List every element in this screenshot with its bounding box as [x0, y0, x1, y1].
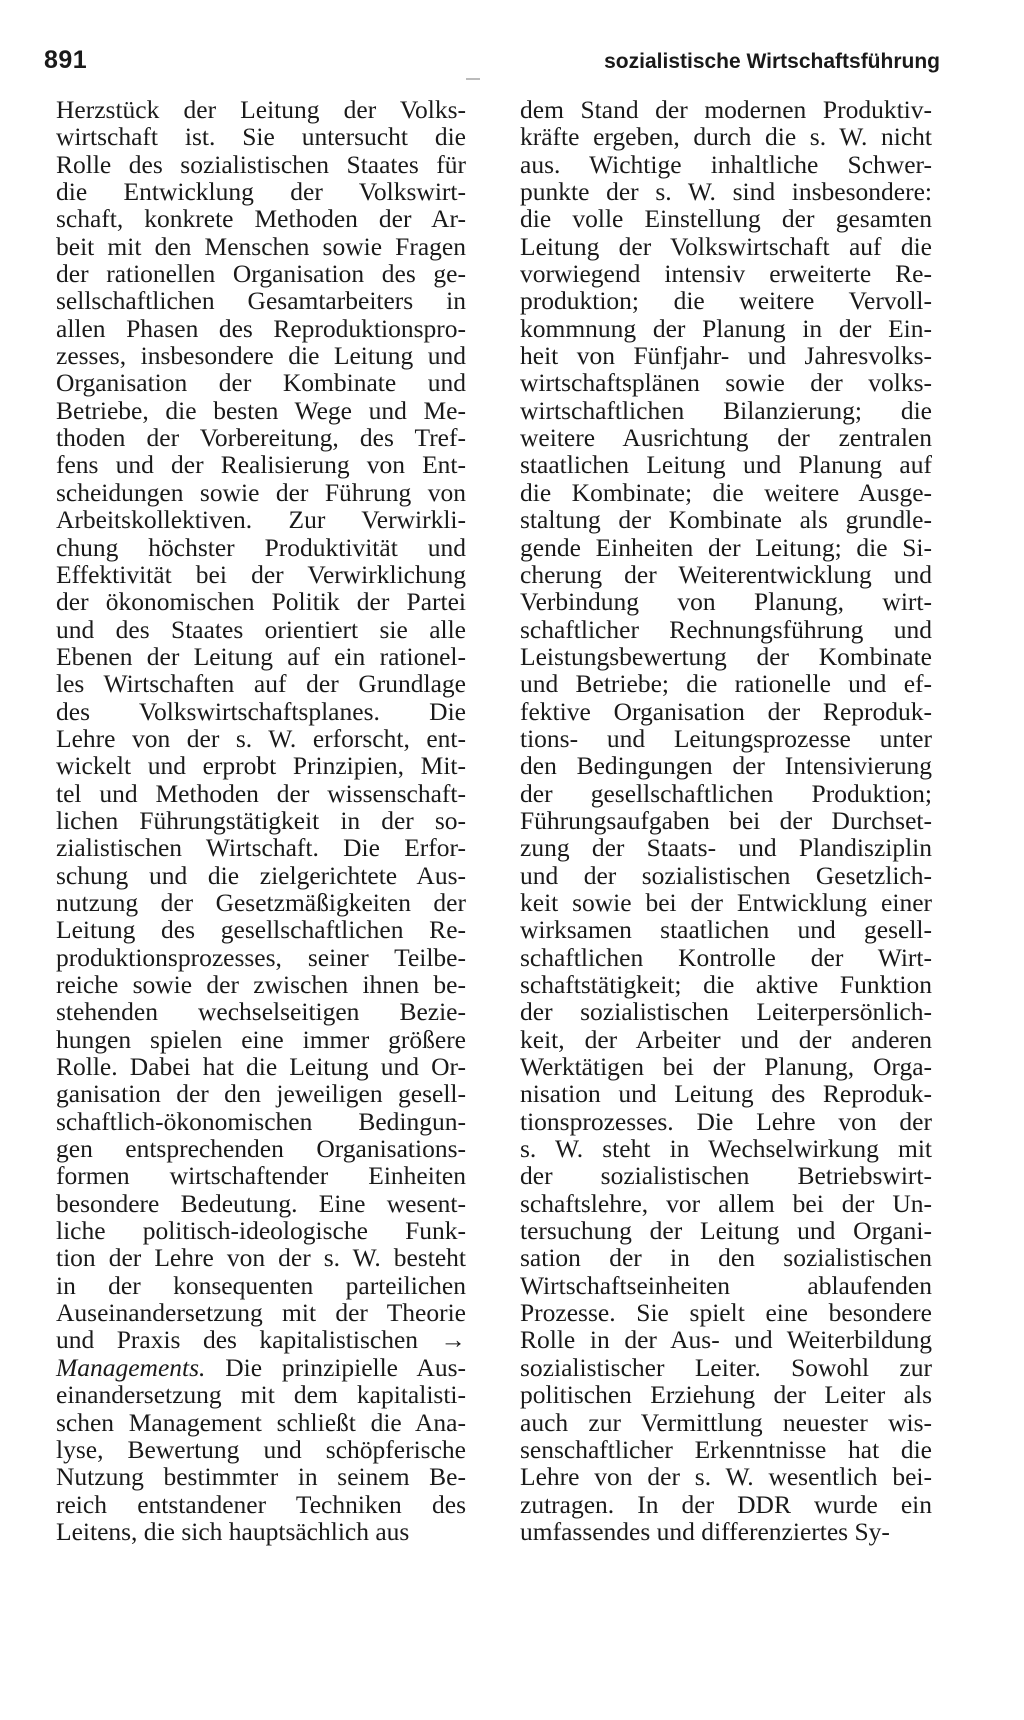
text-line: gende Einheiten der Leitung; die Si-	[520, 532, 932, 562]
text-line: schaft, konkrete Methoden der Ar-	[56, 204, 466, 234]
text-line: kommnung der Planung in der Ein-	[520, 313, 932, 343]
text-line: des Volkswirtschaftsplanes. Die	[56, 696, 466, 726]
text-line: Verbindung von Planung, wirt-	[520, 587, 932, 617]
text-line: der sozialistischen Leiterpersönlich-	[520, 997, 932, 1027]
text-line: produktionsprozesses, seiner Teilbe-	[56, 942, 466, 972]
text-line: Leistungsbewertung der Kombinate	[520, 641, 932, 671]
text-line: Leitens, die sich hauptsächlich aus	[56, 1516, 410, 1546]
text-line: schaftlichen Kontrolle der Wirt-	[520, 942, 932, 972]
text-line: tion der Lehre von der s. W. besteht	[56, 1243, 466, 1273]
text-fragment: Die prinzipielle Aus-	[205, 1352, 466, 1382]
text-line: der gesellschaftlichen Produktion;	[520, 778, 932, 808]
text-line: scheidungen sowie der Führung von	[56, 477, 466, 507]
text-line: die volle Einstellung der gesamten	[520, 204, 932, 234]
text-line: und Betriebe; die rationelle und ef-	[520, 669, 932, 699]
text-line: Werktätigen bei der Planung, Orga-	[520, 1052, 932, 1082]
text-line: wirksamen staatlichen und gesell-	[520, 915, 932, 945]
text-line: in der konsequenten parteilichen	[56, 1270, 466, 1300]
text-line: Leitung des gesellschaftlichen Re-	[56, 915, 466, 945]
text-line: lichen Führungstätigkeit in der so-	[56, 805, 466, 835]
text-line: wirtschaftlichen Bilanzierung; die	[520, 395, 932, 425]
text-line: Prozesse. Sie spielt eine besondere	[520, 1298, 932, 1328]
text-line: besondere Bedeutung. Eine wesent-	[56, 1188, 466, 1218]
text-line: politischen Erziehung der Leiter als	[520, 1380, 932, 1410]
text-line: wirtschaftsplänen sowie der volks-	[520, 368, 932, 398]
text-line: hungen spielen eine immer größere	[56, 1024, 466, 1054]
text-line: Führungsaufgaben bei der Durchset-	[520, 805, 932, 835]
text-line: fens und der Realisierung von Ent-	[56, 450, 466, 480]
text-line: Rolle. Dabei hat die Leitung und Or-	[56, 1052, 466, 1082]
text-line: staatlichen Leitung und Planung auf	[520, 450, 932, 480]
text-line: die Entwicklung der Volkswirt-	[56, 177, 466, 207]
text-line: thoden der Vorbereitung, des Tref-	[56, 423, 466, 453]
text-line: schaftlicher Rechnungsführung und	[520, 614, 932, 644]
text-line: der rationellen Organisation des ge-	[56, 259, 466, 289]
text-line: schaftslehre, vor allem bei der Un-	[520, 1188, 932, 1218]
text-line: und des Staates orientiert sie alle	[56, 614, 466, 644]
text-line: sozialistischer Leiter. Sowohl zur	[520, 1352, 932, 1382]
text-line: punkte der s. W. sind insbesondere:	[520, 177, 932, 207]
text-line: dem Stand der modernen Produktiv-	[520, 95, 932, 124]
text-line: zutragen. In der DDR wurde ein	[520, 1489, 932, 1519]
text-line: reiche sowie der zwischen ihnen be-	[56, 970, 466, 999]
text-line: keit sowie bei der Entwicklung einer	[520, 887, 932, 917]
text-line: schaftstätigkeit; die aktive Funktion	[520, 970, 932, 999]
text-line: der ökonomischen Politik der Partei	[56, 587, 466, 617]
text-line: stehenden wechselseitigen Bezie-	[56, 997, 466, 1027]
running-head: sozialistische Wirtschaftsführung	[604, 50, 940, 73]
text-line: wirtschaft ist. Sie untersucht die	[56, 122, 466, 152]
text-line: Organisation der Kombinate und	[56, 368, 466, 398]
text-line: schen Management schließt die Ana-	[56, 1407, 466, 1437]
text-line: Lehre von der s. W. erforscht, ent-	[56, 723, 466, 753]
text-line: auch zur Vermittlung neuester wis-	[520, 1407, 932, 1437]
text-line: produktion; die weitere Vervoll-	[520, 286, 932, 316]
text-line: fektive Organisation der Reproduk-	[520, 696, 932, 726]
text-line: und Praxis des kapitalistischen →	[56, 1325, 466, 1355]
text-line: lyse, Bewertung und schöpferische	[56, 1434, 466, 1464]
text-line: ganisation der den jeweiligen gesell-	[56, 1079, 466, 1109]
text-line: nisation und Leitung des Reproduk-	[520, 1079, 932, 1109]
text-line: den Bedingungen der Intensivierung	[520, 751, 932, 781]
page-number: 891	[44, 46, 88, 74]
text-line: s. W. steht in Wechselwirkung mit	[520, 1134, 932, 1164]
text-line: der sozialistischen Betriebswirt-	[520, 1161, 932, 1191]
text-line: Rolle in der Aus- und Weiterbildung	[520, 1325, 932, 1355]
text-line: zesses, insbesondere die Leitung und	[56, 341, 466, 371]
scan-speck	[466, 78, 480, 80]
text-line: Leitung der Volkswirtschaft auf die	[520, 231, 932, 261]
text-line: nutzung der Gesetzmäßigkeiten der	[56, 887, 466, 917]
text-line: und der sozialistischen Gesetzlich-	[520, 860, 932, 890]
text-line: umfassendes und differenziertes Sy-	[520, 1516, 890, 1546]
right-column	[520, 96, 932, 1545]
text-line: beit mit den Menschen sowie Fragen	[56, 231, 466, 261]
text-line: Nutzung bestimmter in seinem Be-	[56, 1462, 466, 1492]
text-line: keit, der Arbeiter und der anderen	[520, 1024, 932, 1054]
text-line: aus. Wichtige inhaltliche Schwer-	[520, 149, 932, 179]
text-line: schaftlich-ökonomischen Bedingun-	[56, 1106, 466, 1136]
text-line: Lehre von der s. W. wesentlich bei-	[520, 1462, 932, 1492]
text-line: die Kombinate; die weitere Ausge-	[520, 477, 932, 507]
text-line: weitere Ausrichtung der zentralen	[520, 423, 932, 453]
italic-term: Managements.	[56, 1352, 206, 1382]
text-line: sellschaftlichen Gesamtarbeiters in	[56, 286, 466, 316]
text-line: einandersetzung mit dem kapitalisti-	[56, 1380, 466, 1410]
text-line: liche politisch-ideologische Funk-	[56, 1216, 466, 1246]
text-line: vorwiegend intensiv erweiterte Re-	[520, 259, 932, 289]
text-line: Ebenen der Leitung auf ein rationel-	[56, 641, 466, 671]
text-line: tionsprozesses. Die Lehre von der	[520, 1106, 932, 1136]
text-line: Arbeitskollektiven. Zur Verwirkli-	[56, 505, 466, 535]
text-line: kräfte ergeben, durch die s. W. nicht	[520, 122, 932, 152]
text-line: Effektivität bei der Verwirklichung	[56, 559, 466, 589]
text-line: tersuchung der Leitung und Organi-	[520, 1216, 932, 1246]
text-line: wickelt und erprobt Prinzipien, Mit-	[56, 751, 466, 781]
text-line: tel und Methoden der wissenschaft-	[56, 778, 466, 808]
text-line: allen Phasen des Reproduktionspro-	[56, 313, 466, 343]
text-line	[56, 1354, 466, 1381]
text-line: sation der in den sozialistischen	[520, 1243, 932, 1273]
left-column	[56, 96, 466, 1545]
text-line: formen wirtschaftender Einheiten	[56, 1161, 466, 1191]
text-line: Herzstück der Leitung der Volks-	[56, 95, 466, 124]
text-line: zung der Staats- und Plandisziplin	[520, 833, 932, 863]
text-line: reich entstandener Techniken des	[56, 1489, 466, 1519]
text-line: schung und die zielgerichtete Aus-	[56, 860, 466, 890]
text-line: les Wirtschaften auf der Grundlage	[56, 669, 466, 699]
text-line: Wirtschaftseinheiten ablaufenden	[520, 1270, 932, 1300]
text-line: zialistischen Wirtschaft. Die Erfor-	[56, 833, 466, 863]
text-line: tions- und Leitungsprozesse unter	[520, 723, 932, 753]
text-line: Auseinandersetzung mit der Theorie	[56, 1298, 466, 1328]
text-line: gen entsprechenden Organisations-	[56, 1134, 466, 1164]
text-line: chung höchster Produktivität und	[56, 532, 466, 562]
text-line: heit von Fünfjahr- und Jahresvolks-	[520, 341, 932, 371]
text-line: Rolle des sozialistischen Staates für	[56, 149, 466, 179]
text-line: cherung der Weiterentwicklung und	[520, 559, 932, 589]
text-line: senschaftlicher Erkenntnisse hat die	[520, 1434, 932, 1464]
text-line: Betriebe, die besten Wege und Me-	[56, 395, 466, 425]
text-line: staltung der Kombinate als grundle-	[520, 505, 932, 535]
page-header	[0, 46, 1024, 86]
